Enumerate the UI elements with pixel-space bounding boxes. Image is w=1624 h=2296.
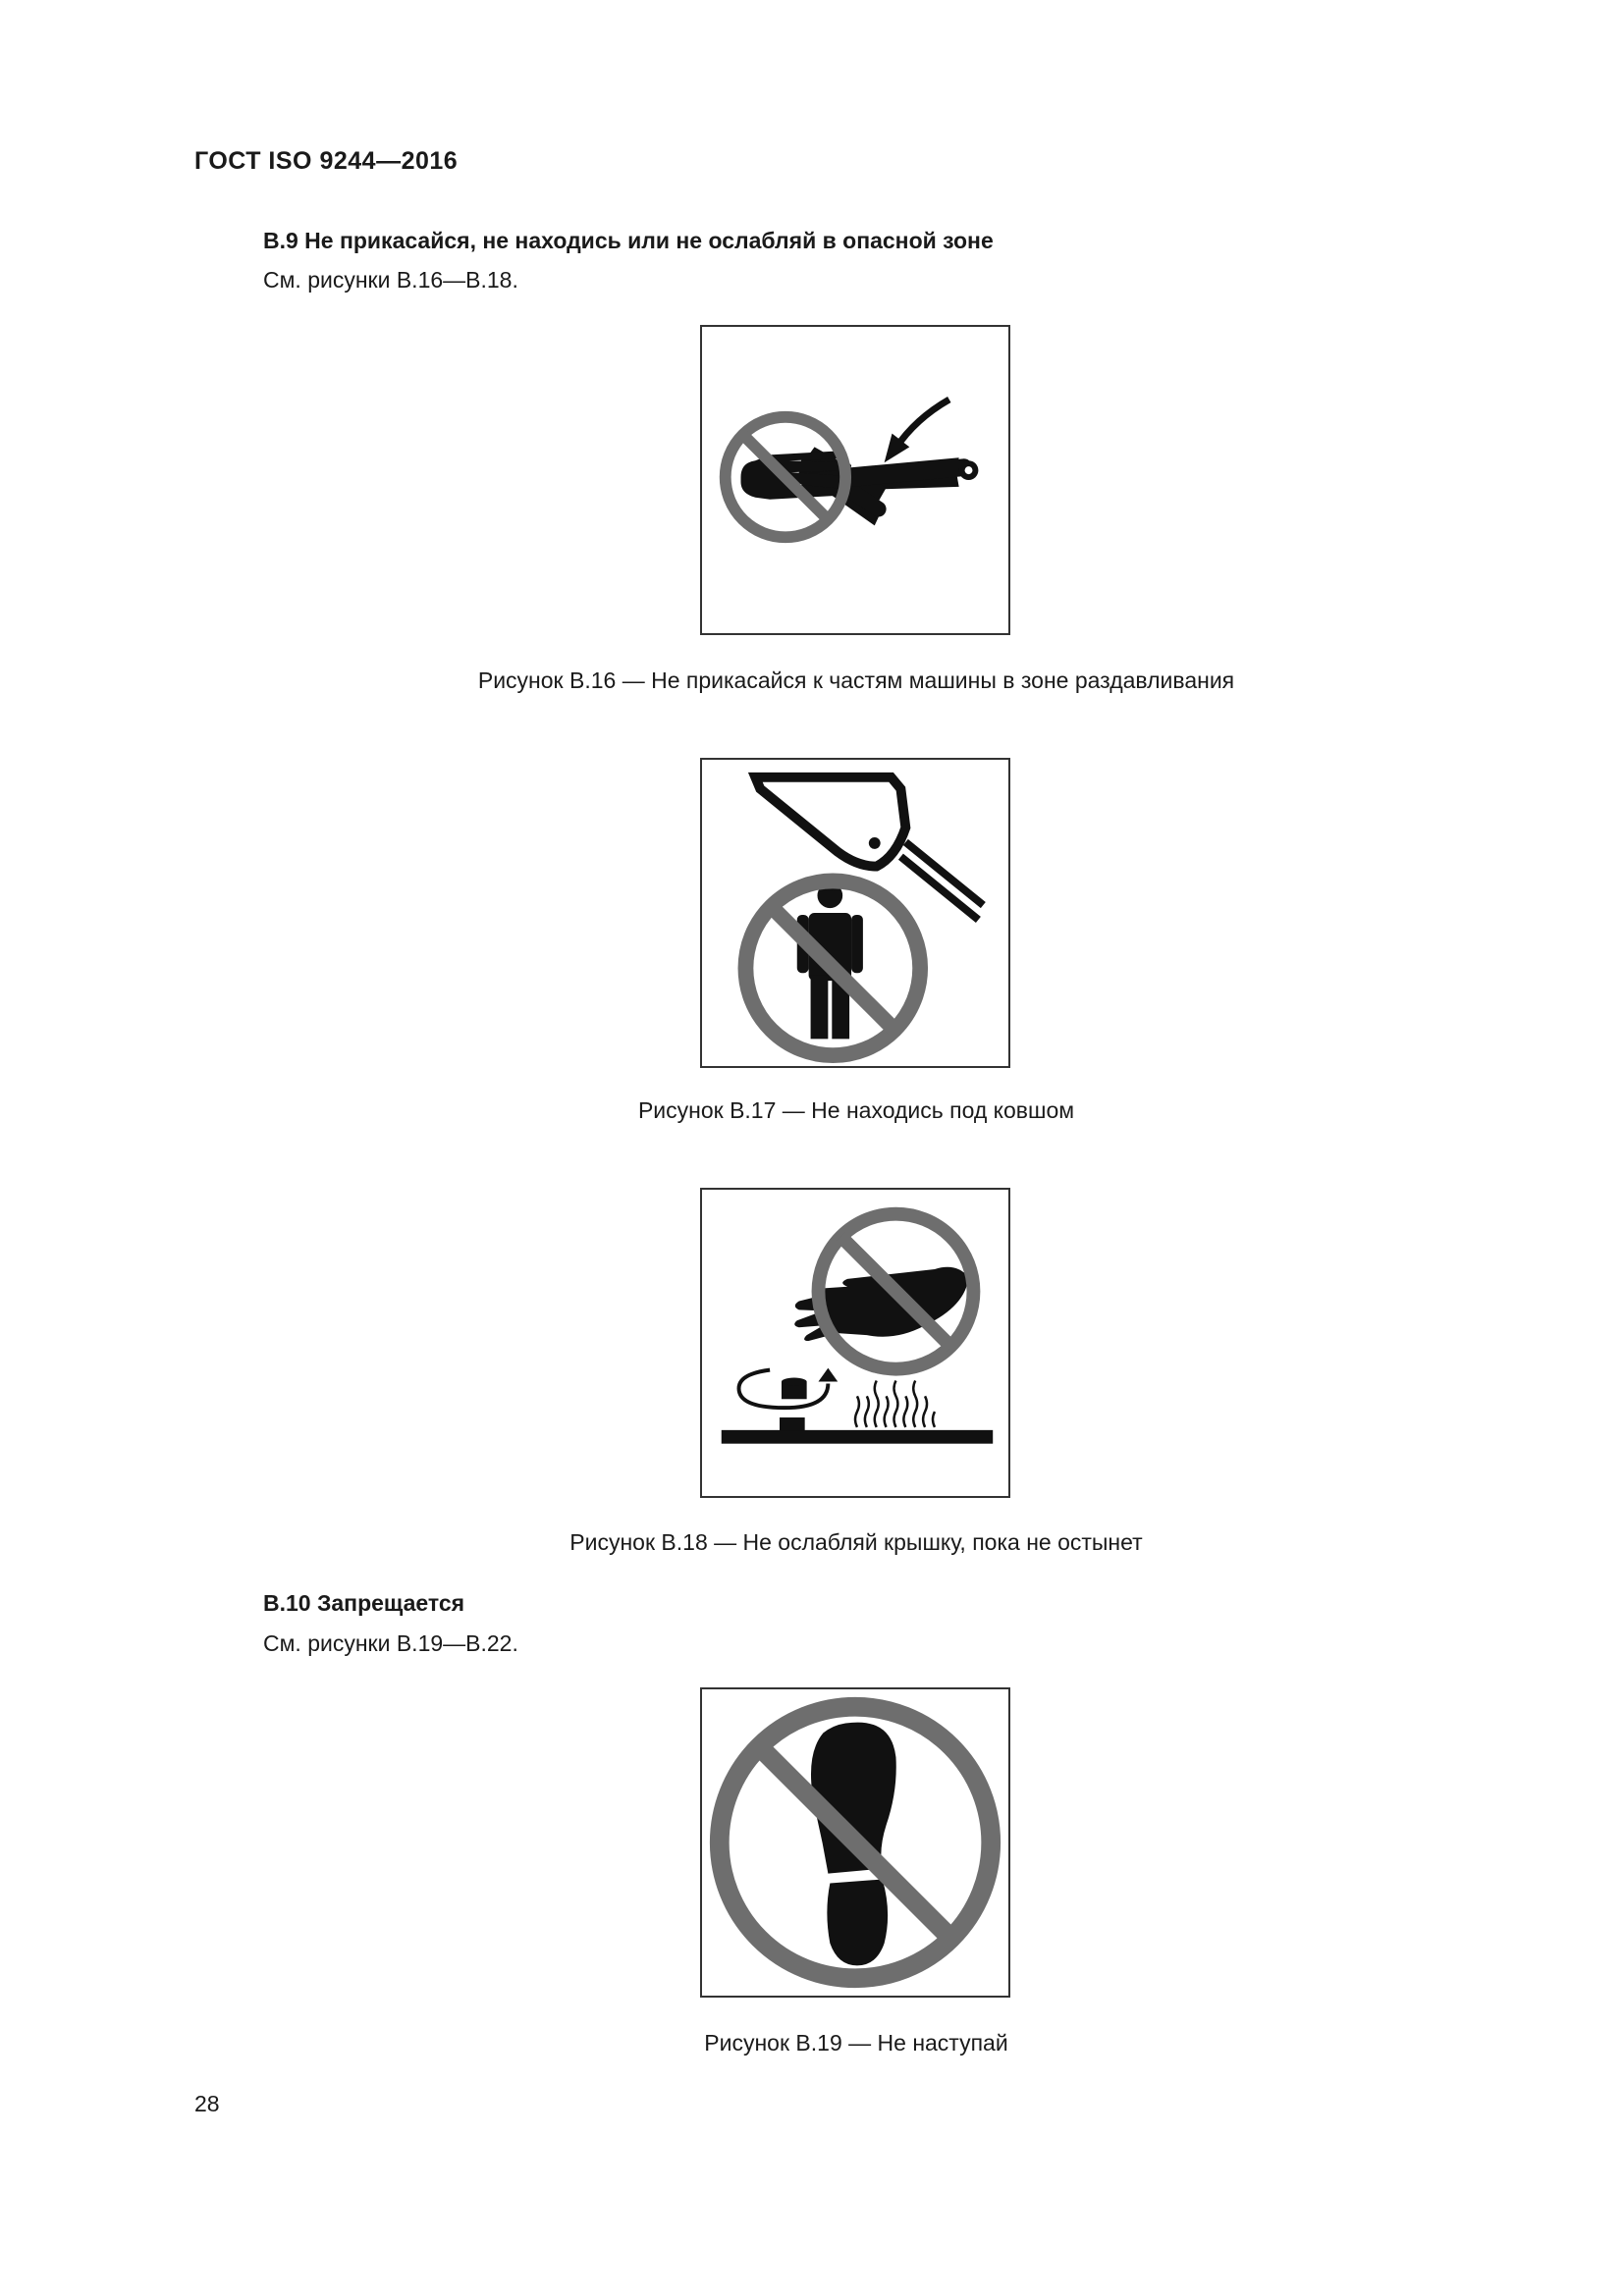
section-title-b10: В.10 Запрещается (263, 1590, 465, 1616)
crush-hand-prohibition-icon (702, 327, 1008, 633)
section-ref-b9: См. рисунки В.16—В.18. (263, 267, 518, 293)
bucket-person-prohibition-icon (702, 760, 1008, 1066)
section-ref-b10: См. рисунки В.19—В.22. (263, 1630, 518, 1656)
figure-b17-caption: Рисунок В.17 — Не находись под ковшом (637, 1097, 1075, 1123)
figure-b16 (700, 325, 1010, 635)
section-title-b9: В.9 Не прикасайся, не находись или не ослабляй в опасной зоне (263, 228, 994, 253)
figure-b16-caption: Рисунок В.16 — Не прикасайся к частям машины в зоне раздавливания (477, 667, 1235, 693)
page-number: 28 (194, 2091, 220, 2116)
no-stepping-footprint-icon (702, 1689, 1008, 1996)
figure-b18-caption: Рисунок В.18 — Не ослабляй крышку, пока не остынет (569, 1529, 1143, 1555)
figure-b19 (700, 1687, 1010, 1998)
document-header: ГОСТ ISO 9244—2016 (194, 147, 459, 175)
figure-b18 (700, 1188, 1010, 1498)
hot-cap-prohibition-icon (702, 1190, 1008, 1496)
figure-b19-caption: Рисунок В.19 — Не наступай (704, 2030, 1008, 2056)
figure-b17 (700, 758, 1010, 1068)
